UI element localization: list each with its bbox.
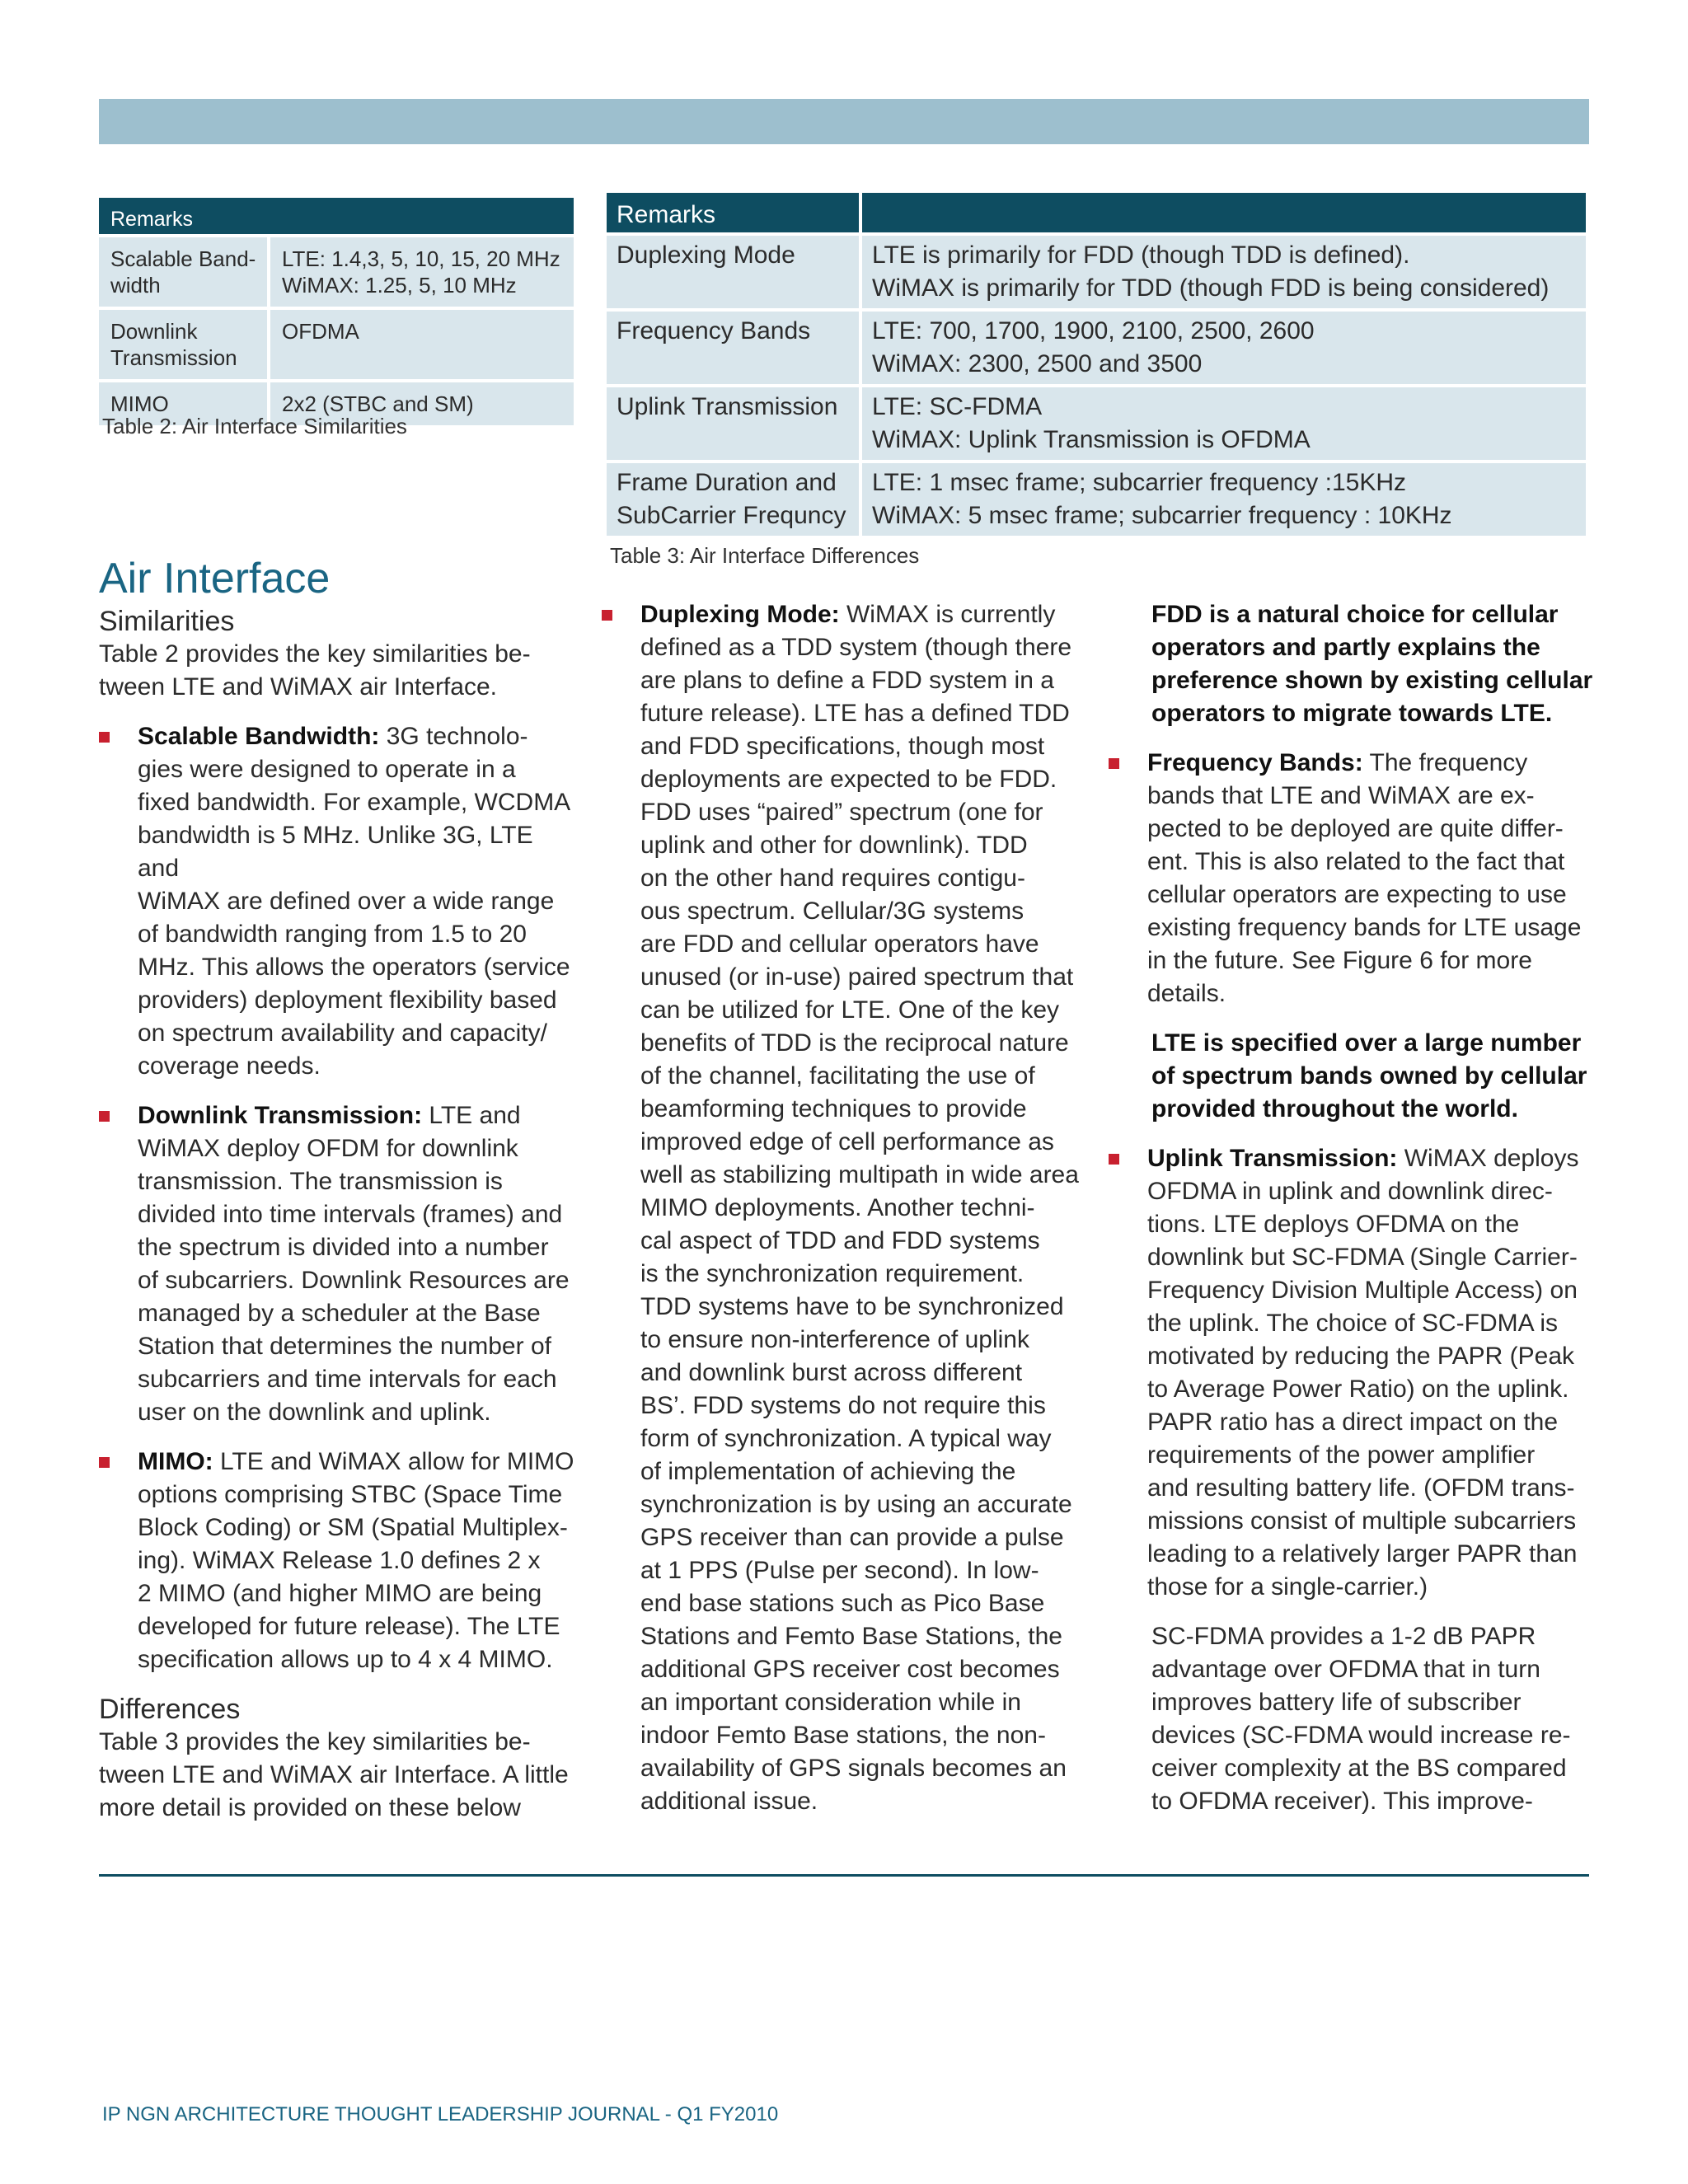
- bullet-frequency-bands: [1109, 747, 1595, 1010]
- table2-value: LTE: 1.4,3, 5, 10, 15, 20 MHz WiMAX: 1.25, 5, 10 MHz: [270, 237, 574, 307]
- scfdma-paragraph: SC-FDMA provides a 1-2 dB PAPR advantage over OFDMA that in turn improves battery life of subscriber devices (SC-FDMA would increase re- ceiver complexity at the BS compared to OFDMA receiver). This improve-: [1151, 1623, 1571, 1815]
- footer-journal-title: IP NGN ARCHITECTURE THOUGHT LEADERSHIP JOURNAL - Q1 FY2010: [102, 2103, 779, 2125]
- bullet-lead: MIMO:: [138, 1448, 213, 1475]
- table2-value: 2x2 (STBC and SM): [270, 382, 574, 425]
- table3-header: Remarks: [607, 193, 862, 232]
- table3-key: Uplink Transmission: [607, 387, 862, 460]
- table3-caption: Table 3: Air Interface Differences: [610, 543, 920, 568]
- bullet-lead: Frequency Bands:: [1147, 749, 1363, 776]
- bullet-square-icon: [602, 610, 612, 621]
- column-middle: [602, 598, 1096, 1818]
- bullet-text: LTE and WiMAX deploy OFDM for downlink transmission. The transmission is divided into time intervals (frames) and the spectrum is divided into a number of subcarriers. Downlink Resources are managed by a scheduler at the Base Station that determines the number of subcarriers and time intervals for each user on the downlink and uplink.: [138, 1102, 570, 1426]
- column-left: [99, 552, 577, 1825]
- table2-caption: Table 2: Air Interface Similarities: [102, 414, 407, 438]
- differences-heading: Differences: [99, 1694, 241, 1725]
- section-title: Air Interface: [99, 555, 331, 602]
- table-row: [99, 310, 574, 379]
- bullet-lead: Scalable Bandwidth:: [138, 723, 380, 750]
- table2-key: MIMO: [99, 382, 270, 425]
- table-row: [607, 312, 1586, 384]
- table-air-interface-differences: [607, 190, 1586, 539]
- fdd-note: FDD is a natural choice for cellular operators and partly explains the preference shown by existing cellular operators to migrate towards LTE.: [1151, 601, 1593, 727]
- bullet-lead: Duplexing Mode:: [640, 601, 840, 628]
- table2-value: OFDMA: [270, 310, 574, 379]
- header-band: [99, 99, 1589, 144]
- table3-key: Duplexing Mode: [607, 236, 862, 308]
- bullet-text: The frequency bands that LTE and WiMAX are ex- pected to be deployed are quite differ- ent. This is also related to the fact that cellular operators are expecting to use existing frequency bands for LTE usage in the future. See Figure 6 for more details.: [1147, 749, 1582, 1007]
- bullet-text: WiMAX is currently defined as a TDD system (though there are plans to define a FDD system in a future release). LTE has a defined TDD and FDD specifications, though most deployments are expected to be FDD. FDD uses “paired” spectrum (one for uplink and other for downlink). TDD on the other hand requires contigu- ous spectrum. Cellular/3G systems are FDD and cellular operators have unused (or in-use) paired spectrum that can be utilized for LTE. One of the key benefits of TDD is the reciprocal nature of the channel, facilitating the use of beamforming techniques to provide improved edge of cell performance as well as stabilizing multipath in wide area MIMO deployments. Another techni- cal aspect of TDD and FDD systems is the synchronization requirement. TDD systems have to be synchronized to ensure non-interference of uplink and downlink burst across different BS’. FDD systems do not require this form of synchronization. A typical way of implementation of achieving the synchronization is by using an accurate GPS receiver than can provide a pulse at 1 PPS (Pulse per second). In low- end base stations such as Pico Base Stations and Femto Base Stations, the additional GPS receiver cost becomes an important consideration while in indoor Femto Base stations, the non- availability of GPS signals becomes an additional issue.: [640, 601, 1079, 1815]
- differences-intro: Table 3 provides the key similarities be- tween LTE and WiMAX air Interface. A little more detail is provided on these below: [99, 1728, 569, 1821]
- table2-key: Downlink Transmission: [99, 310, 270, 379]
- table3-key: Frame Duration and SubCarrier Frequncy: [607, 463, 862, 536]
- lte-note: LTE is specified over a large number of spectrum bands owned by cellular provided throughout the world.: [1151, 1029, 1587, 1122]
- bullet-downlink-transmission: [99, 1099, 577, 1429]
- bullet-lead: Uplink Transmission:: [1147, 1145, 1398, 1172]
- table-row: [607, 463, 1586, 536]
- bullet-square-icon: [1109, 1154, 1119, 1165]
- bullet-square-icon: [1109, 758, 1119, 769]
- bullet-square-icon: [99, 1457, 110, 1468]
- table3-header-blank: [862, 193, 1586, 232]
- similarities-heading: Similarities: [99, 606, 235, 637]
- bottom-rule: [99, 1874, 1589, 1877]
- table3-value: LTE: SC-FDMA WiMAX: Uplink Transmission is OFDMA: [862, 387, 1586, 460]
- bullet-uplink-transmission: [1109, 1142, 1595, 1604]
- table-row: [607, 387, 1586, 460]
- table3-key: Frequency Bands: [607, 312, 862, 384]
- bullet-lead: Downlink Transmission:: [138, 1102, 423, 1129]
- table3-value: LTE: 1 msec frame; subcarrier frequency :15KHz WiMAX: 5 msec frame; subcarrier frequency : 10KHz: [862, 463, 1586, 536]
- bullet-text: 3G technolo- gies were designed to operate in a fixed bandwidth. For example, WCDMA bandwidth is 5 MHz. Unlike 3G, LTE and WiMAX are defined over a wide range of bandwidth ranging from 1.5 to 20 MHz. This allows the operators (service providers) deployment flexibility based on spectrum availability and capacity/ coverage needs.: [138, 723, 571, 1080]
- bullet-square-icon: [99, 732, 110, 743]
- table3-value: LTE is primarily for FDD (though TDD is defined). WiMAX is primarily for TDD (though FDD is being considered): [862, 236, 1586, 308]
- bullet-square-icon: [99, 1111, 110, 1122]
- bullet-scalable-bandwidth: [99, 720, 577, 1083]
- table-air-interface-similarities: [99, 194, 574, 429]
- bullet-text: LTE and WiMAX allow for MIMO options comprising STBC (Space Time Block Coding) or SM (Spatial Multiplex- ing). WiMAX Release 1.0 defines 2 x 2 MIMO (and higher MIMO are being developed for future release). The LTE specification allows up to 4 x 4 MIMO.: [138, 1448, 574, 1673]
- bullet-text: WiMAX deploys OFDMA in uplink and downlink direc- tions. LTE deploys OFDMA on the downlink but SC-FDMA (Single Carrier- Frequency Division Multiple Access) on the uplink. The choice of SC-FDMA is motivated by reducing the PAPR (Peak to Average Power Ratio) on the uplink. PAPR ratio has a direct impact on the requirements of the power amplifier and resulting battery life. (OFDM trans- missions consist of multiple subcarriers leading to a relatively larger PAPR than those for a single-carrier.): [1147, 1145, 1579, 1601]
- table-row: [607, 236, 1586, 308]
- bullet-duplexing-mode: [602, 598, 1096, 1818]
- column-right: [1109, 598, 1595, 1818]
- table-row: [99, 237, 574, 307]
- table2-key: Scalable Band- width: [99, 237, 270, 307]
- bullet-mimo: [99, 1446, 577, 1676]
- table3-value: LTE: 700, 1700, 1900, 2100, 2500, 2600 WiMAX: 2300, 2500 and 3500: [862, 312, 1586, 384]
- similarities-intro: Table 2 provides the key similarities be- tween LTE and WiMAX air Interface.: [99, 640, 531, 701]
- table2-header: Remarks: [99, 198, 574, 234]
